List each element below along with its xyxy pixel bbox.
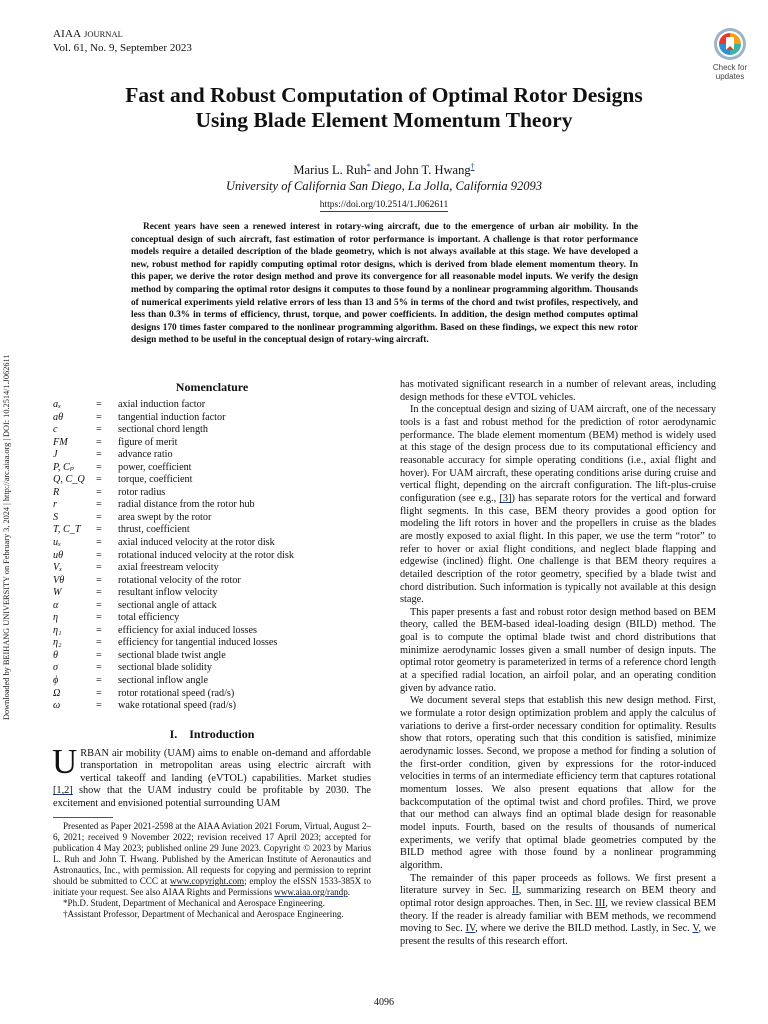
nomenclature-equals: = — [96, 662, 102, 674]
section-link[interactable]: II — [511, 885, 519, 897]
nomenclature-row — [53, 487, 294, 500]
nomenclature-definition: power, coefficient — [118, 461, 192, 473]
citation-link[interactable]: [3] — [499, 492, 512, 504]
author-ruh: Marius L. Ruh — [293, 163, 367, 178]
footnote-author1: *Ph.D. Student, Department of Mechanical and Aerospace Engineering. — [63, 897, 325, 908]
nomenclature-symbol: α — [53, 599, 59, 611]
nomenclature-symbol: η₂ — [53, 637, 62, 649]
paper-title: Fast and Robust Computation of Optimal Rotor Designs Using Blade Element Momentum Theory — [125, 83, 643, 132]
nomenclature-row — [53, 700, 294, 713]
nomenclature-definition: rotor radius — [118, 486, 166, 498]
nomenclature-equals: = — [96, 574, 102, 586]
nomenclature-equals: = — [96, 649, 102, 661]
footnote-divider — [53, 817, 113, 818]
section-link[interactable]: V — [692, 923, 699, 935]
nomenclature-row — [53, 625, 294, 638]
paragraph: In the conceptual design and sizing of UAM aircraft, one of the necessary tools is a fast and robust method for the prediction of rotor aerodynamic performance. The blade element momentum (BEM) method is widely used at this stage of the design process due to its computational efficiency and reasonable accuracy for simple operating conditions (i.e., axial flight and hover). For UAM aircraft, these operating conditions arise during cruise and vertical flight, depending on the aircraft configuration. The lift-plus-cruise configuration (see e.g., [3]) has separate rotors for the vertical and forward flight segments. In this case, BEM theory provides a good option for modeling the lift rotors in hover and the propellers in cruise as the blades are mostly exposed to axial flight. In this paper, we use the term “rotor” to refer to hover or axial flight conditions, and neglect blade flapping and edgewise (inclined) flight. One challenge is that BEM theory requires a detailed description of the rotor geometry, specified by a blade twist and chord distribution. Such information is typically not available at this design stage. — [400, 404, 716, 606]
nomenclature-symbol: J — [53, 449, 58, 461]
nomenclature-equals: = — [96, 474, 102, 486]
paragraph: The remainder of this paper proceeds as follows. We first present a literature survey in Sec. II, summarizing research on BEM theory and optimal rotor design approaches. Then, in Sec. III, we review classical BEM theory. If the reader is already familiar with BEM methods, we recommend moving to Sec. IV, where we derive the BILD method. Lastly, in Sec. V, we present the results of this research effort. — [400, 872, 716, 947]
nomenclature-row — [53, 562, 294, 575]
nomenclature-equals: = — [96, 486, 102, 498]
nomenclature-equals: = — [96, 499, 102, 511]
nomenclature-definition: sectional angle of attack — [118, 599, 217, 611]
nomenclature-symbol: σ — [53, 662, 59, 674]
nomenclature-row — [53, 524, 294, 537]
nomenclature-definition: sectional inflow angle — [118, 675, 208, 687]
nomenclature-equals: = — [96, 449, 102, 461]
nomenclature-definition: thrust, coefficient — [118, 524, 190, 536]
nomenclature-definition: sectional chord length — [118, 424, 208, 436]
nomenclature-symbol: Vₓ — [53, 562, 63, 574]
nomenclature-row — [53, 399, 294, 412]
journal-name: AIAA JOURNAL — [53, 28, 123, 40]
drop-cap: U — [52, 741, 78, 781]
nomenclature-definition: resultant inflow velocity — [118, 587, 218, 599]
nomenclature-definition: figure of merit — [118, 436, 178, 448]
nomenclature-definition: axial induction factor — [118, 399, 206, 410]
journal-header — [53, 27, 192, 55]
authors: Marius L. Ruh* and John T. Hwang† — [293, 162, 475, 178]
nomenclature-equals: = — [96, 436, 102, 448]
nomenclature-definition: rotational induced velocity at the rotor disk — [118, 549, 294, 561]
nomenclature-row — [53, 474, 294, 487]
nomenclature-equals: = — [96, 549, 102, 561]
paragraph: We document several steps that establish this new design method. First, we formulate a rotor design optimization problem and apply the calculus of variations to derive a first-order necessary condition for optimality. Results show that rotors, operating such that this condition is satisfied, minimize aerodynamic losses. Second, we propose a method for finding a solution of the first-order condition, given by expressions for the rotor-induced velocities in terms of an intermediate efficiency term that captures rotational momentum losses. We also present equations that allow for the backcomputation of the optimal twist and chord profiles. Third, we prove that our method can always find an optimal blade design for reasonable model inputs. Fourth, based on the results of thousands of numerical experiments, we verify that optimal blade geometries computed by the BILD method agree with those found by a nonlinear programming algorithm. — [400, 695, 716, 871]
randp-link[interactable]: www.aiaa.org/randp — [274, 886, 348, 897]
nomenclature-row — [53, 512, 294, 525]
nomenclature-row — [53, 412, 294, 425]
nomenclature-row — [53, 550, 294, 563]
nomenclature-equals: = — [96, 411, 102, 423]
nomenclature-row — [53, 600, 294, 613]
check-for-updates-badge[interactable] — [704, 27, 756, 81]
nomenclature-equals: = — [96, 399, 102, 410]
nomenclature-symbol: θ — [53, 649, 59, 661]
nomenclature-symbol: aₓ — [53, 399, 61, 410]
footnote-link-2[interactable]: † — [470, 162, 475, 171]
nomenclature-symbol: Q, C_Q — [53, 474, 85, 486]
nomenclature-definition: wake rotational speed (rad/s) — [118, 700, 236, 712]
nomenclature-equals: = — [96, 562, 102, 574]
nomenclature-definition: efficiency for axial induced losses — [118, 624, 257, 636]
nomenclature-row — [53, 424, 294, 437]
nomenclature-row — [53, 675, 294, 688]
footnote-link-1[interactable]: * — [366, 162, 371, 171]
nomenclature-equals: = — [96, 587, 102, 599]
nomenclature-equals: = — [96, 424, 102, 436]
nomenclature-title: Nomenclature — [175, 380, 249, 394]
check-for-updates-label: Check for updates — [712, 63, 748, 81]
section-title-introduction: I. Introduction — [169, 726, 255, 741]
nomenclature-row — [53, 662, 294, 675]
nomenclature-equals: = — [96, 537, 102, 549]
paragraph: has motivated significant research in a number of relevant areas, including design methods for these eVTOL vehicles. — [400, 379, 716, 403]
doi — [60, 200, 708, 210]
nomenclature-definition: sectional blade solidity — [118, 662, 212, 674]
nomenclature-row — [53, 437, 294, 450]
nomenclature-definition: rotor rotational speed (rad/s) — [118, 687, 235, 699]
nomenclature-symbol: uₓ — [53, 537, 61, 549]
nomenclature-definition: total efficiency — [118, 612, 180, 624]
nomenclature-equals: = — [96, 461, 102, 473]
page-number: 4096 — [374, 997, 394, 1008]
nomenclature-symbol: W — [53, 587, 62, 599]
nomenclature-symbol: r — [53, 499, 57, 511]
nomenclature-definition: axial induced velocity at the rotor disk — [118, 537, 275, 549]
nomenclature-definition: radial distance from the rotor hub — [118, 499, 255, 511]
nomenclature-equals: = — [96, 599, 102, 611]
section-link[interactable]: III — [595, 897, 606, 909]
nomenclature-symbol: T, C_T — [53, 524, 81, 536]
section-link[interactable]: IV — [465, 923, 476, 935]
nomenclature-symbol: R — [53, 486, 60, 498]
nomenclature-row — [53, 462, 294, 475]
check-for-updates-icon — [713, 27, 747, 61]
nomenclature-symbol: Vθ — [53, 574, 65, 586]
nomenclature-row — [53, 499, 294, 512]
left-column — [53, 380, 371, 920]
author-hwang: John T. Hwang — [395, 163, 471, 178]
nomenclature-symbol: η₁ — [53, 624, 62, 636]
nomenclature-row — [53, 587, 294, 600]
nomenclature-row — [53, 637, 294, 650]
nomenclature-row — [53, 537, 294, 550]
abstract: Recent years have seen a renewed interest in rotary-wing aircraft, due to the emergence of urban air mobility. In the conceptual design of such aircraft, fast estimation of rotor performance is important. A challenge is that rotor performance models require a detailed description of the blade geometry, which is not always available at this stage. We have developed a new, robust method for rapidly computing optimal rotor designs, which is derived from blade element momentum theory. In this paper, we derive the rotor design method and prove its convergence for all reasonable model inputs. We verify the design method by comparing the optimal rotor designs it computes to those found by a nonlinear programming algorithm. Thousands of numerical experiments yield relative errors of less than 13 and 5% in terms of the chord and twist profiles, respectively, and less than 0.3% in terms of efficiency, thrust, torque, and power coefficients. In addition, the design method computes optimal designs 170 times faster compared to the nonlinear programming algorithm. Based on these findings, we expect this new rotor design method to be useful in the conceptual design of rotary-wing aircraft. — [131, 222, 638, 346]
nomenclature-row — [53, 612, 294, 625]
nomenclature-equals: = — [96, 624, 102, 636]
nomenclature-table — [53, 399, 294, 713]
nomenclature-definition: rotational velocity of the rotor — [118, 574, 241, 586]
right-column — [400, 379, 716, 949]
affiliation: University of California San Diego, La Jolla, California 92093 — [226, 179, 542, 193]
copyright-link[interactable]: www.copyright.com — [169, 875, 245, 886]
nomenclature-equals: = — [96, 700, 102, 712]
nomenclature-row — [53, 575, 294, 588]
nomenclature-row — [53, 688, 294, 701]
nomenclature-symbol: aθ — [53, 411, 64, 423]
nomenclature-row — [53, 650, 294, 663]
nomenclature-symbol: uθ — [53, 549, 64, 561]
footnotes — [53, 821, 371, 920]
nomenclature-symbol: P, Cₚ — [53, 461, 74, 473]
nomenclature-definition: sectional blade twist angle — [118, 649, 226, 661]
nomenclature-equals: = — [96, 524, 102, 536]
nomenclature-equals: = — [96, 687, 102, 699]
nomenclature-symbol: S — [53, 511, 59, 523]
nomenclature-definition: torque, coefficient — [118, 474, 193, 486]
nomenclature-equals: = — [96, 637, 102, 649]
nomenclature-row — [53, 449, 294, 462]
nomenclature-equals: = — [96, 612, 102, 624]
nomenclature-definition: axial freestream velocity — [118, 562, 219, 574]
doi-link[interactable]: https://doi.org/10.2514/1.J062611 — [319, 200, 449, 210]
nomenclature-definition: efficiency for tangential induced losses — [118, 637, 278, 649]
nomenclature-symbol: ϕ — [53, 675, 59, 687]
nomenclature-symbol: FM — [53, 436, 68, 448]
paragraph: This paper presents a fast and robust rotor design method based on BEM theory, called the BEM-based ideal-loading design (BILD) method. The goal is to compute the optimal blade twist and chord distributions that minimize aerodynamic losses given a small number of design inputs. The optimal rotor geometry is parameterized in terms of a reference chord length at a specified radial location, an airfoil polar, and an operating condition given by advance ratio. — [400, 606, 716, 694]
nomenclature-symbol: η — [53, 612, 59, 624]
journal-volume: Vol. 61, No. 9, September 2023 — [53, 42, 192, 54]
citation-link[interactable]: [1,2] — [53, 785, 73, 797]
nomenclature-definition: advance ratio — [118, 449, 173, 461]
footnote-publication: Presented as Paper 2021-2598 at the AIAA Aviation 2021 Forum, Virtual, August 2–6, 2021; received 9 November 2022; revision received 17 April 2023; accepted for publication 4 May 2023; published online 29 June 2023. Copyright © 2023 by Marius L. Ruh and John T. Hwang. Published by the American Institute of Aeronautics and Astronautics, Inc., with permission. All requests for copying and permission to reprint should be submitted to CCC at www.copyright.com; employ the eISSN 1533-385X to initiate your request. See also AIAA Rights and Permissions www.aiaa.org/randp. — [53, 820, 371, 897]
nomenclature-definition: area swept by the rotor — [118, 511, 212, 523]
footnote-author2: †Assistant Professor, Department of Mechanical and Aerospace Engineering. — [63, 908, 344, 919]
download-sidebar: Downloaded by BEIHANG UNIVERSITY on February 3, 2024 | http://arc.aiaa.org | DOI: 10.2514/1.J062611 — [2, 354, 11, 720]
intro-paragraph: URBAN air mobility (UAM) aims to enable on-demand and affordable transportation in metropolitan areas using electric aircraft with vertical takeoff and landing (eVTOL) capabilities. Market studies [1,2] show that the UAM industry could be profitable by 2030. The excitement and envisioned potential surrounding UAM — [52, 741, 371, 810]
nomenclature-symbol: Ω — [53, 687, 61, 699]
nomenclature-symbol: ω — [53, 700, 61, 712]
nomenclature-equals: = — [96, 511, 102, 523]
nomenclature-symbol: c — [53, 424, 58, 436]
nomenclature-definition: tangential induction factor — [118, 411, 226, 423]
nomenclature-equals: = — [96, 675, 102, 687]
